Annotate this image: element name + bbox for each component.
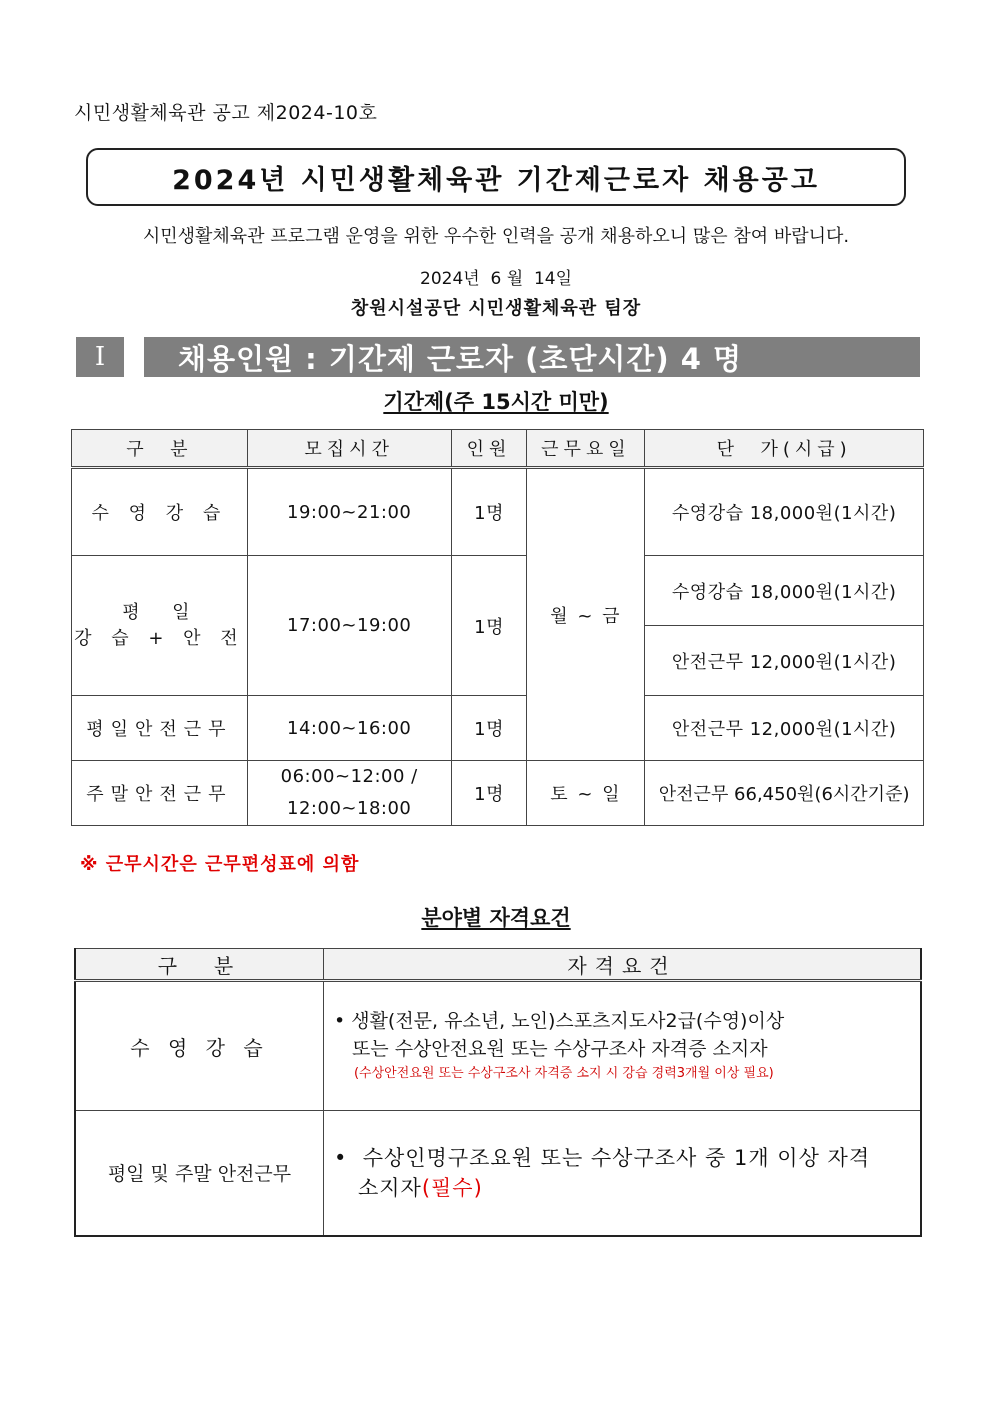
table-header-row <box>75 949 921 981</box>
qual-requirements <box>323 981 921 1111</box>
row-category-line2: 강 습 + 안 전 <box>74 627 245 649</box>
row-wage: 안전근무 12,000원(1시간) <box>645 696 924 761</box>
row-count: 1명 <box>451 468 527 556</box>
intro-text: 시민생활체육관 프로그램 운영을 위한 우수한 인력을 공개 채용하오니 많은 참여 바랍니다. <box>142 226 850 247</box>
qualification-subheading-text: 분야별 자격요건 <box>421 906 571 930</box>
table-row <box>72 696 924 761</box>
row-category: 평일안전근무 <box>72 696 248 761</box>
row-time: 19:00~21:00 <box>247 468 451 556</box>
table-row <box>72 468 924 556</box>
row-wage: 안전근무 12,000원(1시간) <box>645 626 924 696</box>
header-count: 인원 <box>451 430 527 468</box>
section-title-text: 채용인원 : 기간제 근로자 (초단시간) 4 명 <box>178 341 743 376</box>
qual-line1: • 수상인명구조요원 또는 수상구조사 중 1개 이상 자격 <box>333 1145 871 1170</box>
table-row <box>72 556 924 626</box>
table1-subheading-text: 기간제(주 15시간 미만) <box>383 390 609 414</box>
notice-date: 2024년 6 월 14일 <box>420 269 572 289</box>
row-wage: 안전근무 66,450원(6시간기준) <box>645 761 924 826</box>
row-category <box>72 556 248 696</box>
row-time <box>247 761 451 826</box>
qual-small-note: (수상안전요원 또는 수상구조사 자격증 소지 시 강습 경력3개월 이상 필요) <box>353 1066 774 1081</box>
header-days: 근무요일 <box>527 430 645 468</box>
qual-requirements <box>323 1111 921 1236</box>
row-time: 17:00~19:00 <box>247 556 451 696</box>
header-qualification: 자격요건 <box>323 949 921 981</box>
work-hours-note: ※ 근무시간은 근무편성표에 의함 <box>80 854 360 875</box>
row-wage: 수영강습 18,000원(1시간) <box>645 468 924 556</box>
qual-line2 <box>334 1173 920 1203</box>
row-category: 주말안전근무 <box>72 761 248 826</box>
header-time: 모집시간 <box>247 430 451 468</box>
header-category: 구 분 <box>75 949 323 981</box>
row-count: 1명 <box>451 696 527 761</box>
row-time: 14:00~16:00 <box>247 696 451 761</box>
row-time-line2: 12:00~18:00 <box>287 798 412 819</box>
qualification-subheading <box>0 902 992 932</box>
row-days-weekend: 토 ~ 일 <box>527 761 645 826</box>
table-header-row <box>72 430 924 468</box>
row-category-line1: 평 일 <box>122 601 197 623</box>
header-wage: 단 가(시급) <box>645 430 924 468</box>
row-count: 1명 <box>451 761 527 826</box>
issuing-organization: 창원시설공단 시민생활체육관 팀장 <box>350 298 642 319</box>
qualification-table <box>74 948 922 1237</box>
document-title-box <box>86 148 906 206</box>
notice-number: 시민생활체육관 공고 제2024-10호 <box>74 102 378 124</box>
qual-category: 평일 및 주말 안전근무 <box>75 1111 323 1236</box>
table-row <box>75 1111 921 1236</box>
document-title: 2024년 시민생활체육관 기간제근로자 채용공고 <box>172 164 820 196</box>
section-title <box>144 337 920 377</box>
qual-line1: • 생활(전문, 유소년, 노인)스포츠지도사2급(수영)이상 <box>333 1010 785 1032</box>
qual-line2-prefix: 소지자 <box>357 1175 422 1200</box>
recruitment-table <box>71 429 924 826</box>
row-time-line1: 06:00~12:00 / <box>280 766 418 787</box>
table1-subheading <box>0 386 992 416</box>
row-days-weekday: 월 ~ 금 <box>527 468 645 761</box>
row-category: 수 영 강 습 <box>72 468 248 556</box>
section-number: Ⅰ <box>76 337 124 377</box>
qual-category: 수 영 강 습 <box>75 981 323 1111</box>
row-count: 1명 <box>451 556 527 696</box>
table-row <box>72 761 924 826</box>
header-category: 구 분 <box>72 430 248 468</box>
row-wage: 수영강습 18,000원(1시간) <box>645 556 924 626</box>
qual-line2: 또는 수상안전요원 또는 수상구조사 자격증 소지자 <box>351 1038 768 1060</box>
required-mark: (필수) <box>421 1175 483 1200</box>
table-row <box>75 981 921 1111</box>
